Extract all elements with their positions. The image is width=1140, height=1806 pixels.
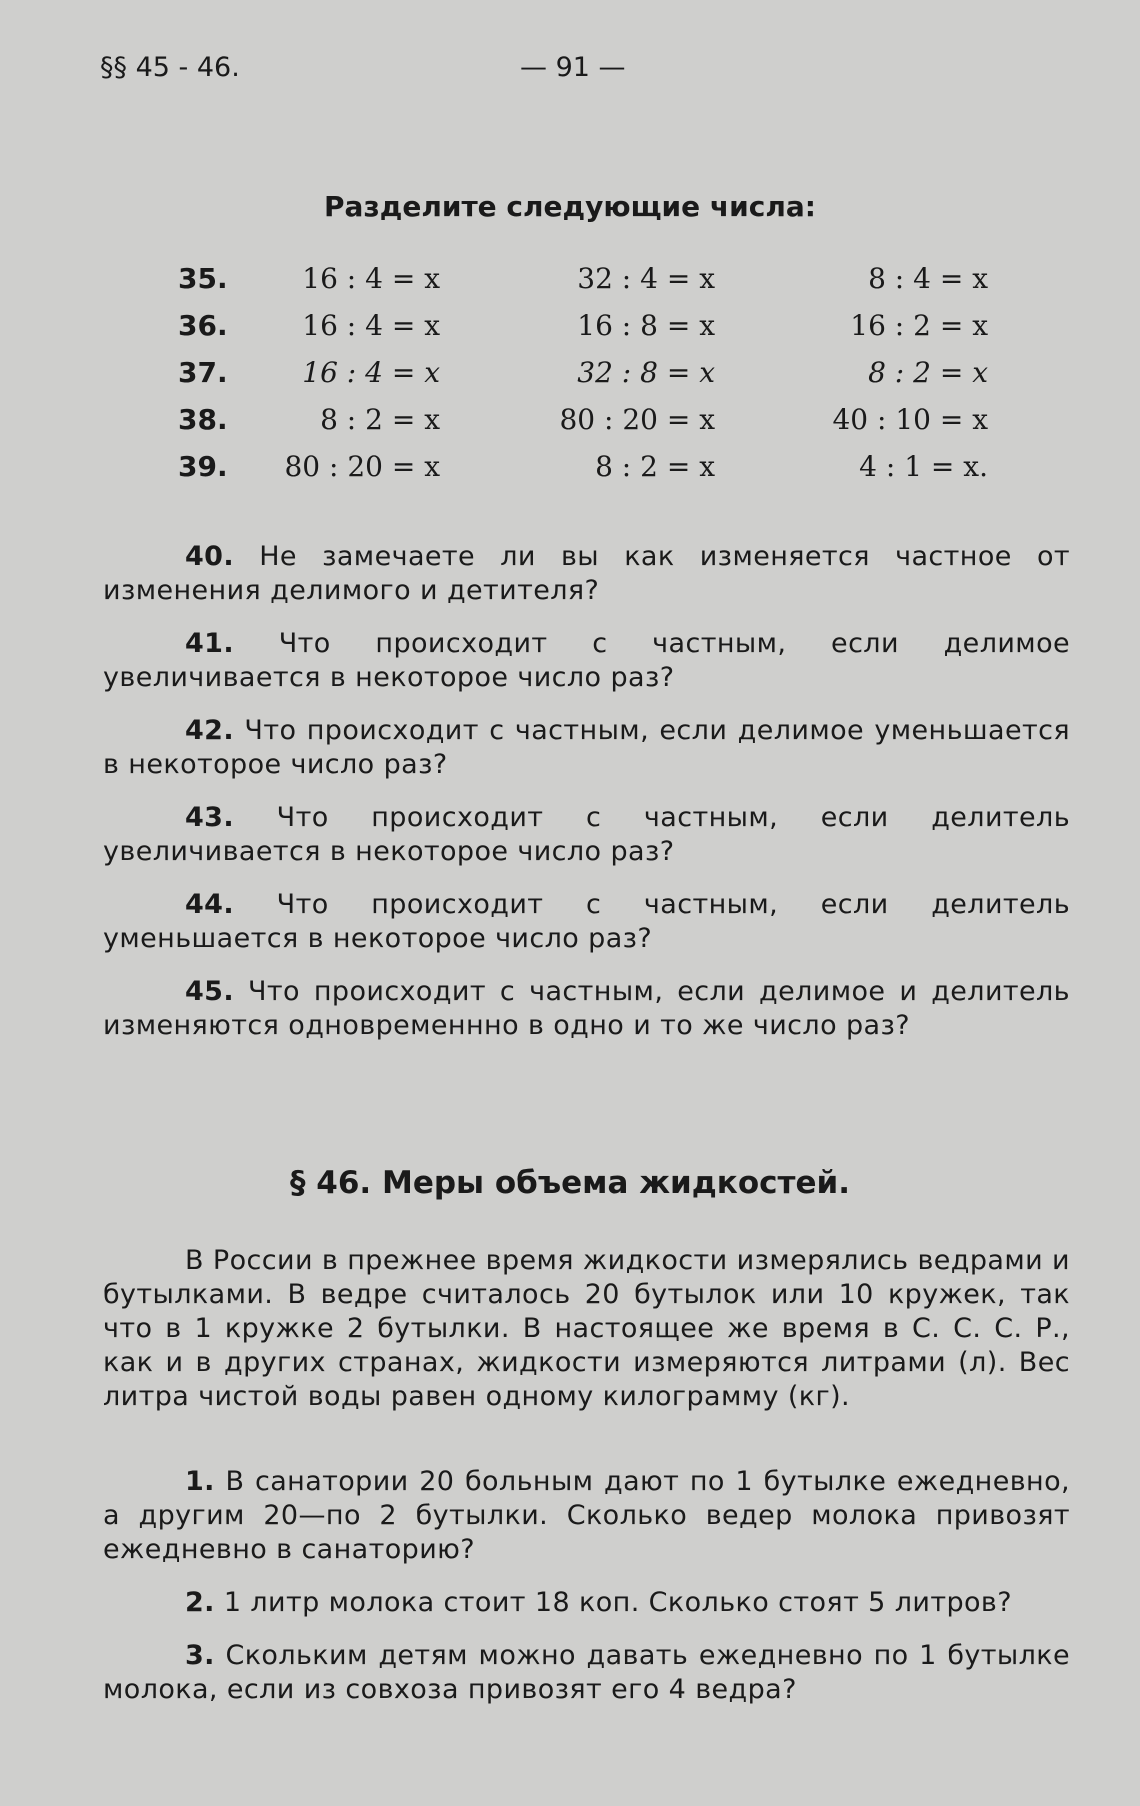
question-text: Что происходит с частным, если делитель увеличивается в некоторое число раз?: [103, 802, 1071, 867]
division-equation: 40 : 10 = x: [832, 403, 988, 436]
exercise-number: 38.: [178, 403, 228, 436]
division-equation: 8 : 2 = x: [868, 356, 988, 389]
exercise-number: 36.: [178, 309, 228, 342]
problem-text: В санатории 20 больным дают по 1 бутылке ежедневно, а другим 20—по 2 бутылки. Сколько ведер молока привозят ежедневно в санаторию?: [103, 1466, 1070, 1565]
page-header: [100, 52, 1040, 96]
question-text: Что происходит с частным, если делимое увеличивается в некоторое число раз?: [103, 628, 1070, 693]
division-row: [178, 450, 1008, 497]
section-reference: §§ 45 - 46.: [100, 52, 240, 83]
question-text: Что происходит с частным, если делимое уменьшается в некоторое число раз?: [103, 715, 1071, 780]
division-equation: 80 : 20 = x: [284, 450, 440, 483]
questions-list: [103, 540, 1070, 1062]
division-row: [178, 262, 1008, 309]
exercise-title: Разделите следующие числа:: [324, 190, 816, 223]
division-equation: 32 : 8 = x: [577, 356, 715, 389]
question-number: 42.: [185, 715, 235, 746]
question-number: 45.: [185, 976, 235, 1007]
problem-number: 2.: [185, 1587, 215, 1618]
question-text: Что происходит с частным, если делимое и делитель изменяются одновременнно в одно и то же число раз?: [103, 976, 1070, 1041]
exercise-number: 37.: [178, 356, 228, 389]
problem-text: Скольким детям можно давать ежедневно по 1 бутылке молока, если из совхоза привозят его 4 ведра?: [103, 1640, 1071, 1705]
division-equation: 32 : 4 = x: [577, 262, 715, 295]
section-title: § 46. Меры объема жидкостей.: [289, 1165, 850, 1201]
division-row: [178, 309, 1008, 356]
division-equation: 80 : 20 = x: [559, 403, 715, 436]
exercise-number: 39.: [178, 450, 228, 483]
problem-item: [103, 1465, 1070, 1567]
problem-item: [103, 1586, 1070, 1620]
intro-paragraph: В России в прежнее время жидкости измерялись ведрами и бутылками. В ведре считалось 20 бутылок или 10 кружек, так что в 1 кружке 2 бутылки. В настоящее же время в С. С. С. Р., как и в других странах, жидкости измеряются литрами (л). Вес литра чистой воды равен одному килограмму (кг).: [103, 1245, 1070, 1412]
division-equation: 8 : 4 = x: [868, 262, 988, 295]
division-equation: 8 : 2 = x: [320, 403, 440, 436]
exercise-number: 35.: [178, 262, 228, 295]
division-equation: 16 : 4 = x: [302, 309, 440, 342]
division-equation: 16 : 2 = x: [850, 309, 988, 342]
question-item: [103, 714, 1070, 782]
division-equation: 8 : 2 = x: [595, 450, 715, 483]
question-text: Что происходит с частным, если делитель уменьшается в некоторое число раз?: [103, 889, 1071, 954]
problem-number: 3.: [185, 1640, 215, 1671]
division-equation: 16 : 8 = x: [577, 309, 715, 342]
division-row: [178, 356, 1008, 403]
question-item: [103, 975, 1070, 1043]
division-row: [178, 403, 1008, 450]
problem-number: 1.: [185, 1466, 215, 1497]
question-number: 41.: [185, 628, 235, 659]
question-number: 40.: [185, 541, 235, 572]
question-text: Не замечаете ли вы как изменяется частное от изменения делимого и детителя?: [103, 541, 1070, 606]
problems-list: [103, 1465, 1070, 1726]
question-item: [103, 627, 1070, 695]
intro-section: [103, 1244, 1070, 1433]
division-exercises: [178, 262, 1008, 497]
problem-item: [103, 1639, 1070, 1707]
question-item: [103, 801, 1070, 869]
division-equation: 16 : 4 = x: [302, 262, 440, 295]
question-number: 44.: [185, 889, 235, 920]
question-item: [103, 540, 1070, 608]
question-item: [103, 888, 1070, 956]
page-number: — 91 —: [520, 52, 626, 83]
question-number: 43.: [185, 802, 235, 833]
problem-text: 1 литр молока стоит 18 коп. Сколько стоят 5 литров?: [223, 1587, 1012, 1618]
division-equation: 16 : 4 = x: [302, 356, 440, 389]
division-equation: 4 : 1 = x.: [859, 450, 988, 483]
